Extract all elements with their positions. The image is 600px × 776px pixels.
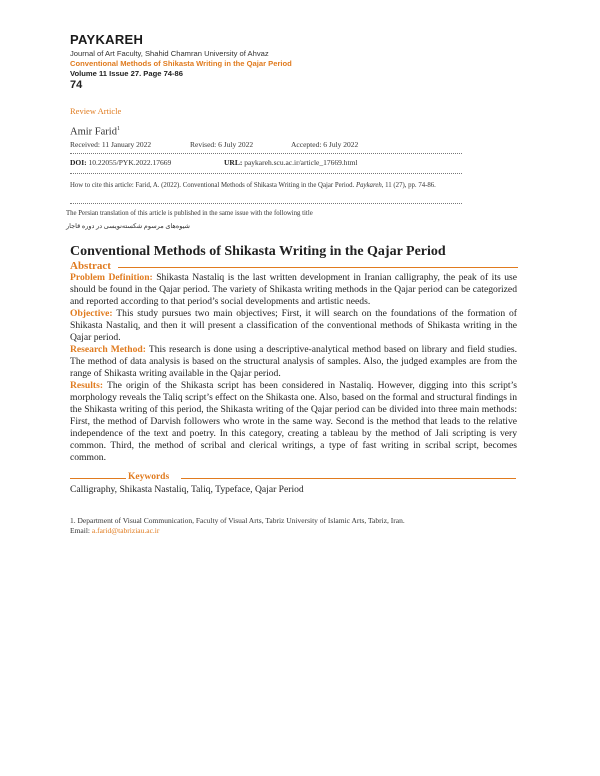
volume-issue-line: Volume 11 Issue 27. Page 74-86: [70, 69, 183, 78]
author-email-link[interactable]: a.farid@tabriziau.ac.ir: [91, 526, 160, 535]
revised-date: Revised: 6 July 2022: [190, 140, 254, 149]
keywords-heading: Keywords: [128, 472, 170, 482]
url-value: paykareh.scu.ac.ir/article_17669.html: [244, 158, 358, 167]
abstract-heading: Abstract: [70, 260, 111, 272]
article-url[interactable]: [224, 158, 358, 167]
section-text: Shikasta Nastaliq is the last written development in Iranian calligraphy, the peak of its use should be found in the Qajar period. The variety of Shikasta writing methods in the Qajar period can be categorized and reported according to that period’s social developments and artistic needs.: [70, 272, 517, 307]
running-article-title: Conventional Methods of Shikasta Writing in the Qajar Period: [70, 59, 292, 68]
url-label: URL:: [224, 158, 243, 167]
section-label: Results:: [70, 380, 104, 391]
received-date: Received: 11 January 2022: [70, 140, 152, 149]
doi-value: 10.22055/PYK.2022.17669: [88, 158, 172, 167]
abstract-rule: [118, 267, 518, 268]
section-text: The origin of the Shikasta script has been considered in Nastaliq. However, digging into this script’s morphology reveals the Taliq script’s effect on the Shikasta one. Also, based on the formal and structural findings in the Shikasta writing of this period, the Shikasta writing of the Qajar period can be divided into three main methods: First, the method of Darvish followers who wrote in the same way. Second is the method that leads to the relative independence of the text and poetry. In this category, creating a tableau by the method of Jali scripting is very common. Third, the method of scribal and clerical writings, a type of fast writing in scribal script, becomes common.: [70, 380, 517, 463]
divider: [70, 203, 462, 204]
citation: [70, 181, 465, 191]
abstract-results: [70, 380, 517, 464]
section-label: Objective:: [70, 308, 113, 319]
divider: [70, 173, 462, 174]
article-type: Review Article: [70, 106, 122, 116]
section-label: Research Method:: [70, 344, 146, 355]
citation-journal: Paykareh: [355, 182, 382, 189]
keywords-list: Calligraphy, Shikasta Nastaliq, Taliq, Typeface, Qajar Period: [70, 484, 304, 495]
abstract-body: [70, 272, 517, 464]
section-text: This study pursues two main objectives; First, it will search on the foundations of the formation of Shikasta Nastaliq, and then it will present a classification of the conventional methods of Shikasta writing in the Qajar period.: [70, 308, 517, 343]
doi[interactable]: [70, 158, 171, 167]
author-name: [70, 126, 120, 138]
abstract-objective: [70, 308, 517, 344]
accepted-date: Accepted: 6 July 2022: [291, 140, 359, 149]
article-title: Conventional Methods of Shikasta Writing in the Qajar Period: [70, 244, 446, 259]
persian-title: شیوه‌های مرسوم شکسته‌نویسی در دوره قاجار: [66, 223, 190, 230]
footnote-affiliation: 1. Department of Visual Communication, Faculty of Visual Arts, Tabriz University of Islamic Arts, Tabriz, Iran.: [70, 516, 405, 525]
divider: [70, 153, 462, 154]
footnote-email-line: [70, 526, 405, 536]
keywords-rule-left: [70, 478, 126, 479]
journal-masthead: [70, 32, 540, 91]
journal-name: PAYKAREH: [70, 32, 144, 47]
author-name-text: Amir Farid: [70, 126, 117, 138]
section-label: Problem Definition:: [70, 272, 153, 283]
author-footnote-mark[interactable]: 1: [116, 126, 120, 132]
journal-affiliation: Journal of Art Faculty, Shahid Chamran University of Ahvaz: [70, 49, 269, 58]
page-number: 74: [70, 79, 83, 91]
abstract-problem-definition: [70, 272, 517, 308]
citation-prefix: How to cite this article: Farid, A. (2022). Conventional Methods of Shikasta Writing in the Qajar Period.: [70, 182, 356, 189]
persian-translation-note: The Persian translation of this article is published in the same issue with the following title: [66, 210, 313, 217]
section-text: This research is done using a descriptive-analytical method based on library and field studies. The method of data analysis is based on the structural analysis of samples. Also, the judged examples are from the range of Shikasta writing available in the Qajar period.: [70, 344, 517, 379]
keywords-rule-right: [181, 478, 516, 479]
abstract-research-method: [70, 344, 517, 380]
author-footnote: [70, 516, 405, 536]
keywords-heading-row: [70, 472, 517, 484]
citation-suffix: , 11 (27), pp. 74-86.: [381, 182, 436, 189]
email-label: Email:: [70, 526, 92, 535]
doi-label: DOI:: [70, 158, 87, 167]
